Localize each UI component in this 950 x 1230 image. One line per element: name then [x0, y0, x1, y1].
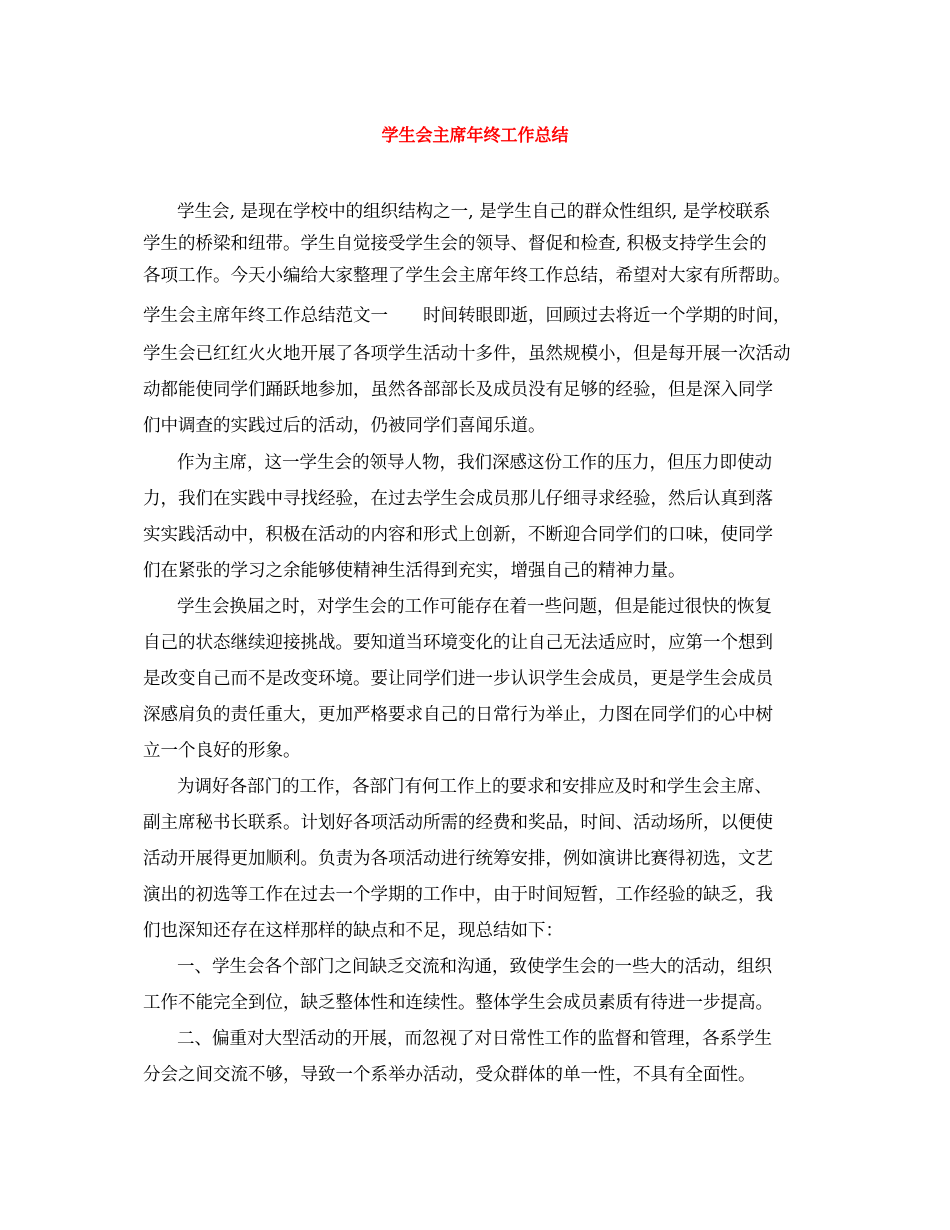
paragraph-line: 学生会, 是现在学校中的组织结构之一, 是学生自己的群众性组织, 是学校联系	[177, 202, 771, 222]
paragraph-line: 实实践活动中，积极在活动的内容和形式上创新，不断迎合同学们的口味，使同学	[143, 525, 773, 545]
paragraph-line: 为调好各部门的工作，各部门有何工作上的要求和安排应及时和学生会主席、	[177, 777, 772, 797]
paragraph-line: 力，我们在实践中寻找经验，在过去学生会成员那儿仔细寻求经验，然后认真到落	[143, 489, 773, 509]
paragraph-line: 演出的初选等工作在过去一个学期的工作中，由于时间短暂，工作经验的缺乏，我	[143, 885, 773, 905]
paragraph-line: 学生会主席年终工作总结范文一 时间转眼即逝，回顾过去将近一个学期的时间，	[143, 306, 791, 326]
paragraph-line: 是改变自己而不是改变环境。要让同学们进一步认识学生会成员，更是学生会成员	[143, 669, 773, 689]
paragraph-line: 作为主席，这一学生会的领导人物，我们深感这份工作的压力，但压力即使动	[177, 453, 772, 473]
paragraph-line: 深感肩负的责任重大，更加严格要求自己的日常行为举止，力图在同学们的心中树	[143, 705, 773, 725]
paragraph-line: 们也深知还存在这样那样的缺点和不足，现总结如下：	[143, 921, 563, 941]
document-title: 学生会主席年终工作总结	[381, 126, 569, 146]
paragraph-line: 分会之间交流不够，导致一个系举办活动，受众群体的单一性，不具有全面性。	[143, 1065, 756, 1085]
paragraph-line: 工作不能完全到位，缺乏整体性和连续性。整体学生会成员素质有待进一步提高。	[143, 993, 773, 1013]
paragraph-line: 活动开展得更加顺利。负责为各项活动进行统筹安排，例如演讲比赛得初选，文艺	[143, 849, 773, 869]
paragraph-line: 学生的桥梁和纽带。学生自觉接受学生会的领导、督促和检查, 积极支持学生会的	[143, 234, 767, 254]
paragraph-line: 们中调查的实践过后的活动，仍被同学们喜闻乐道。	[143, 416, 546, 436]
paragraph-line: 副主席秘书长联系。计划好各项活动所需的经费和奖品，时间、活动场所，以便使	[143, 813, 773, 833]
paragraph-line: 自己的状态继续迎接挑战。要知道当环境变化的让自己无法适应时，应第一个想到	[143, 633, 773, 653]
paragraph-line: 二、偏重对大型活动的开展，而忽视了对日常性工作的监督和管理，各系学生	[177, 1029, 772, 1049]
paragraph-line: 学生会换届之时，对学生会的工作可能存在着一些问题，但是能过很快的恢复	[177, 597, 772, 617]
paragraph-line: 立一个良好的形象。	[143, 741, 301, 761]
paragraph-line: 们在紧张的学习之余能够使精神生活得到充实，增强自己的精神力量。	[143, 561, 686, 581]
paragraph-line: 各项工作。今天小编给大家整理了学生会主席年终工作总结，希望对大家有所帮助。	[143, 266, 791, 286]
paragraph-line: 动都能使同学们踊跃地参加，虽然各部部长及成员没有足够的经验，但是深入同学	[143, 380, 773, 400]
paragraph-line: 学生会已红红火火地开展了各项学生活动十多件，虽然规模小，但是每开展一次活动	[143, 344, 791, 364]
paragraph-line: 一、学生会各个部门之间缺乏交流和沟通，致使学生会的一些大的活动，组织	[177, 957, 772, 977]
